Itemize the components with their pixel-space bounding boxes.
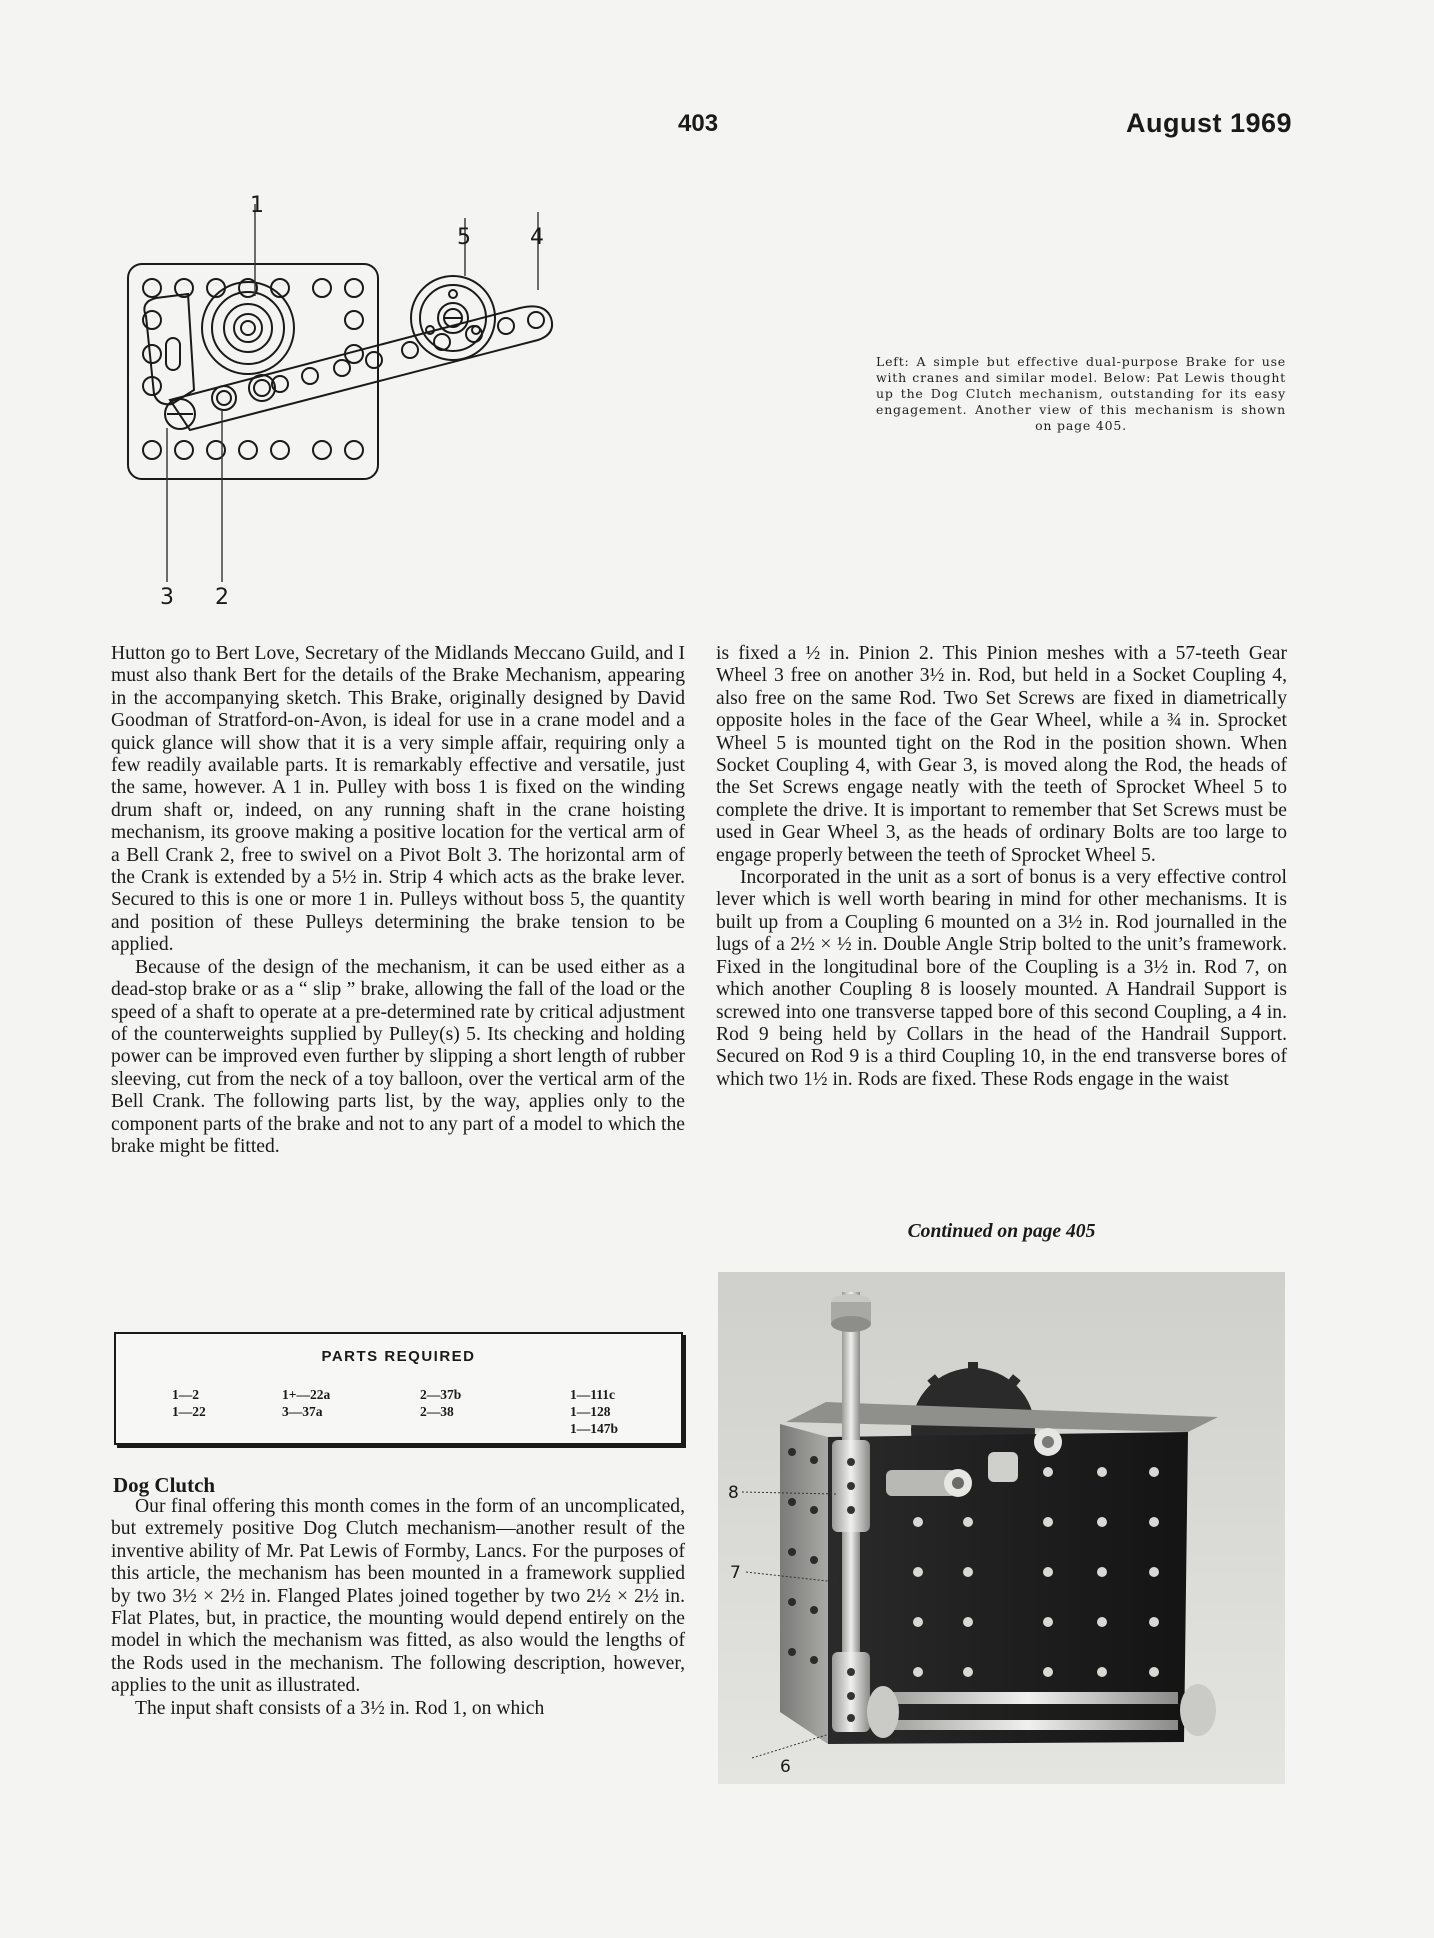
article-right-column [716,643,1287,1091]
diagram-label-5: 5 [457,225,471,250]
part-entry: 1—147b [570,1421,619,1436]
photo-label-6: 6 [780,1757,791,1777]
continued-note: Continued on page 405 [907,1221,1096,1242]
dog-clutch-text [111,1496,685,1720]
parts-column [570,1386,618,1437]
diagram-label-1: 1 [250,193,264,218]
paragraph: Incorporated in the unit as a sort of bonus is a very effective control lever which is well worth bearing in mind for other mechanisms. It is built up from a Coupling 6 mounted on a 3½ in. Rod journalled in the lugs of a 2½ × ½ in. Double Angle Strip bolted to the unit’s framework. Fixed in the longitudinal bore of the Coupling is a 3½ in. Rod 7, on which another Coupling 8 is loosely mounted. A Handrail Support is screwed into one transverse tapped bore of this second Coupling, a 4 in. Rod 9 being held by Collars in the head of the Handrail Support. Secured on Rod 9 is a third Coupling 10, in the end transverse bores of which two 1½ in. Rods are fixed. These Rods engage in the waist [716,867,1287,1090]
paragraph: Our final offering this month comes in the form of an uncomplicated, but extremely positive Dog Clutch mechanism—another result of the inventive ability of Mr. Pat Lewis of Formby, Lancs. For the purposes of this article, the mechanism has been mounted in a framework supplied by two 3½ × 2½ in. Flanged Plates joined together by two 2½ × 2½ in. Flat Plates, but, in practice, the mounting would depend entirely on the model in which the mechanism was fitted, as also would the lengths of the Rods used in the mechanism. The following description, however, applies to the unit as illustrated. [111,1496,685,1697]
photo-label-8: 8 [728,1483,739,1503]
diagram-label-2: 2 [215,585,229,610]
page-number: 403 [678,110,719,137]
parts-required-title: PARTS REQUIRED [321,1348,476,1365]
parts-column [420,1386,461,1420]
part-entry: 1+—22a [282,1387,331,1402]
paragraph: The input shaft consists of a 3½ in. Rod 1, on which [135,1697,545,1719]
article-left-column [111,643,685,1158]
section-heading-dog-clutch: Dog Clutch [113,1473,216,1497]
part-entry: 1—22 [172,1404,206,1419]
parts-required-box [114,1332,683,1445]
dog-clutch-photo [718,1272,1285,1784]
diagram-label-3: 3 [160,585,174,610]
paragraph: Hutton go to Bert Love, Secretary of the Midlands Meccano Guild, and I must also thank Bert for the details of the Brake Mechanism, appearing in the accompanying sketch. This Brake, originally designed by David Goodman of Stratford-on-Avon, is ideal for use in a crane model and a quick glance will show that it is a very simple affair, requiring only a few readily available parts. It is remarkably effective and versatile, just the same, however. A 1 in. Pulley with boss 1 is fixed on the winding drum shaft or, indeed, on any running shaft in the crane hoisting mechanism, its groove making a positive location for the vertical arm of a Bell Crank 2, free to swivel on a Pivot Bolt 3. The horizontal arm of the Crank is extended by a 5½ in. Strip 4 which acts as the brake lever. Secured to this is one or more 1 in. Pulleys without boss 5, the quantity and position of these Pulleys determining the brake tension to be applied. [111,643,685,956]
issue-date: August 1969 [1126,108,1293,138]
part-entry: 2—38 [420,1404,454,1419]
part-entry: 3—37a [282,1404,323,1419]
brake-mechanism-diagram [110,190,830,620]
paragraph: is fixed a ½ in. Pinion 2. This Pinion meshes with a 57-teeth Gear Wheel 3 free on another 3½ in. Rod, but held in a Socket Coupling 4, also free on the same Rod. Two Set Screws are fixed in diametrically opposite holes in the face of the Gear Wheel, while a ¾ in. Sprocket Wheel 5 is mounted tight on the Rod in the position shown. When Socket Coupling 4, with Gear 3, is moved along the Rod, the heads of the Set Screws engage neatly with the teeth of Sprocket Wheel 5 to complete the drive. It is important to remember that Set Screws must be used in Gear Wheel 3, as the heads of ordinary Bolts are too large to engage properly between the teeth of Sprocket Wheel 5. [716,643,1287,866]
part-entry: 1—111c [570,1387,616,1402]
paragraph: Because of the design of the mechanism, it can be used either as a dead-stop brake or as a “ slip ” brake, allowing the fall of the load or the speed of a shaft to operate at a pre-determined rate by critical adjustment of the counterweights supplied by Pulley(s) 5. Its checking and holding power can be improved even further by slipping a short length of rubber sleeving, cut from the neck of a toy balloon, over the vertical arm of the Bell Crank. The following parts list, by the way, applies only to the component parts of the brake and not to any part of a model to which the brake might be fitted. [111,956,685,1157]
parts-column [282,1386,330,1420]
part-entry: 1—2 [172,1387,199,1402]
diagram-label-4: 4 [530,225,544,250]
photo-label-7: 7 [730,1563,741,1583]
part-entry: 1—128 [570,1404,611,1419]
figure-caption: Left: A simple but effective dual-purpose Brake for use with cranes and similar model. Below: Pat Lewis thought up the Dog Clutch mechanism, outstanding for its easy engagement. Another view of this mechanism is shown on page 405. [876,354,1286,433]
part-entry: 2—37b [420,1387,462,1402]
parts-column [172,1386,206,1420]
